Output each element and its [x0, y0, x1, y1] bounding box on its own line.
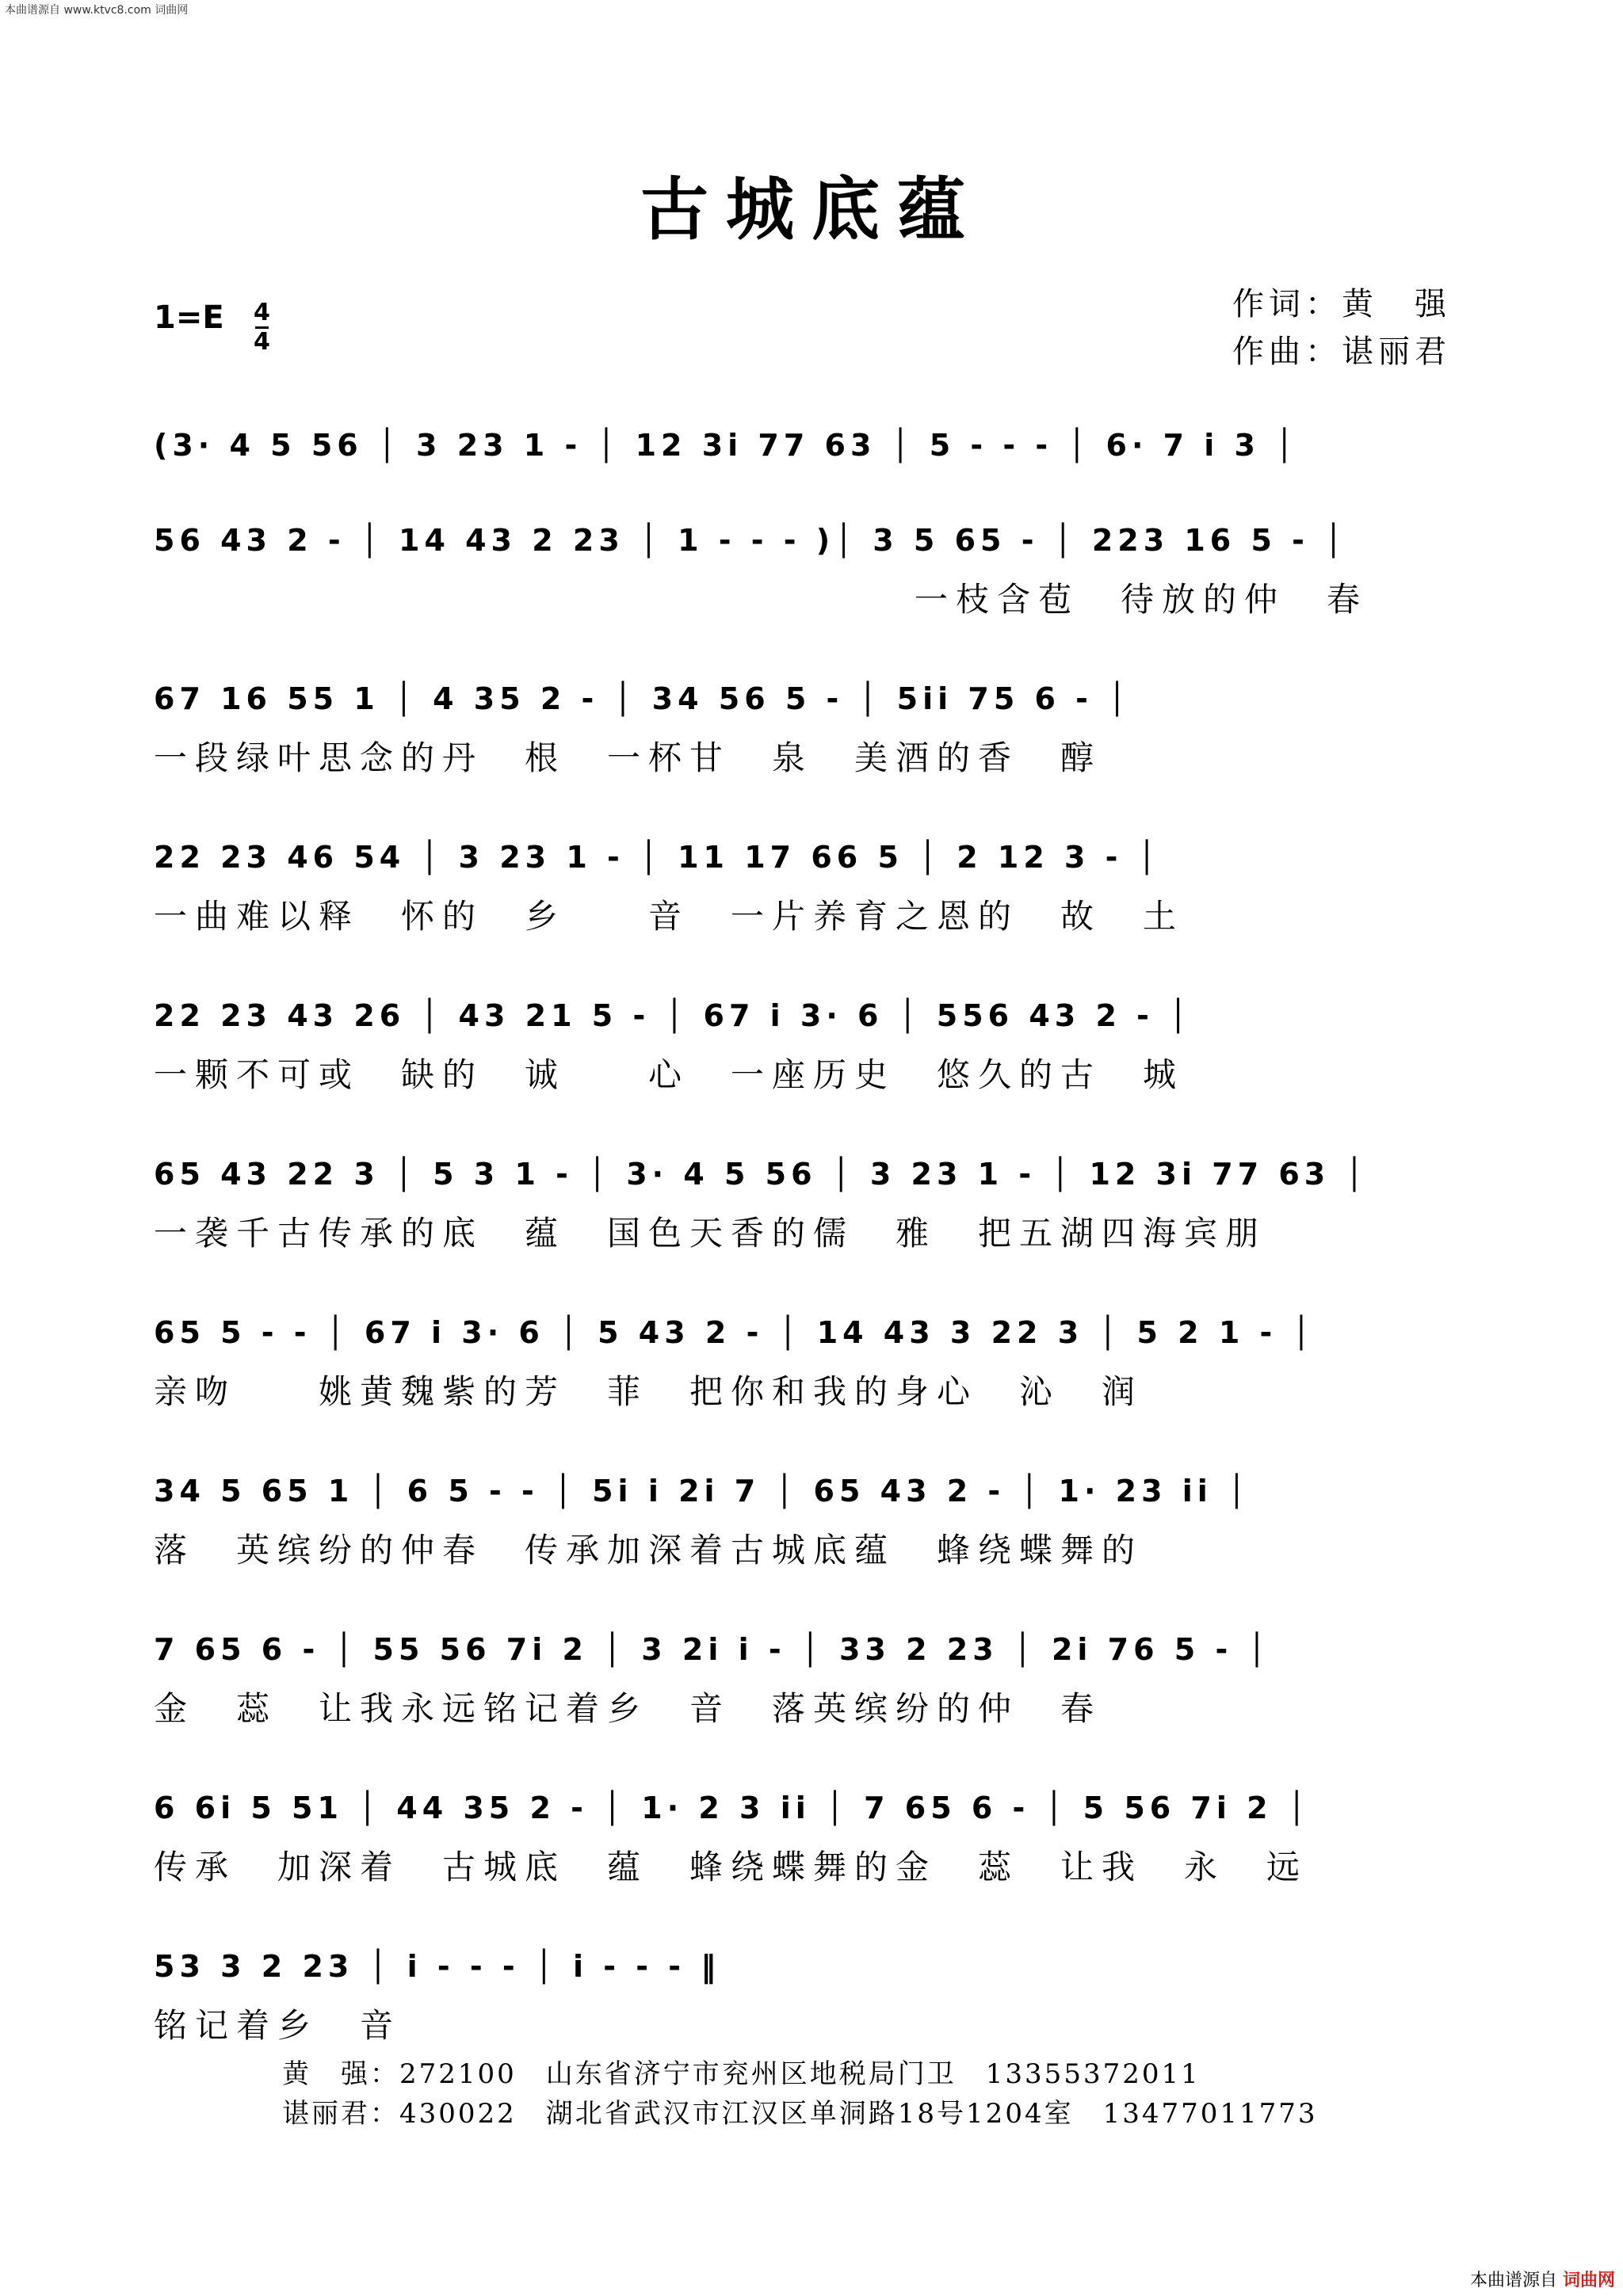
song-title: 古城底蕴: [640, 170, 983, 250]
notation-line: 56 43 2 - │ 14 43 2 23 │ 1 - - - )│ 3 5 65 - │ 223 16 5 - │: [154, 523, 1348, 558]
lyrics-line: 一段绿叶思念的丹 根 一杯甘 泉 美酒的香 醇: [154, 738, 1102, 777]
score-system-3: [154, 669, 1482, 782]
score-system-1: [154, 416, 1482, 481]
score-system-4: [154, 828, 1482, 940]
lyrics-line: 铭记着乡 音: [154, 2006, 402, 2045]
lyrics-line: 一曲难以释 怀的 乡 音 一片养育之恩的 故 土: [154, 897, 1185, 936]
notation-line: 7 65 6 - │ 55 56 7i 2 │ 3 2i i - │ 33 2 23 │ 2i 76 5 - │: [154, 1632, 1271, 1667]
time-signature: [254, 299, 270, 356]
lyrics-line: 一枝含苞 待放的仲 春: [915, 580, 1369, 619]
top-watermark: 本曲谱源自 www.ktvc8.com 词曲网: [5, 4, 189, 17]
lyrics-line: 一袭千古传承的底 蕴 国色天香的儒 雅 把五湖四海宾朋: [154, 1214, 1267, 1253]
bottom-watermark: [1470, 2267, 1615, 2291]
notation-line: 22 23 46 54 │ 3 23 1 - │ 11 17 66 5 │ 2 12 3 - │: [154, 840, 1161, 875]
notation-line: 65 5 - - │ 67 i 3· 6 │ 5 43 2 - │ 14 43 3 22 3 │ 5 2 1 - │: [154, 1315, 1316, 1350]
score-system-2: [154, 511, 1482, 624]
key-signature: 1=E: [154, 299, 224, 336]
watermark-prefix: 本曲谱源自: [1469, 2271, 1557, 2290]
lyrics-line: 一颗不可或 缺的 诚 心 一座历史 悠久的古 城: [154, 1055, 1185, 1094]
lyricist-credit: 作词：黄 强: [1232, 286, 1451, 322]
notation-line: 6 6i 5 51 │ 44 35 2 - │ 1· 2 3 ii │ 7 65 6 - │ 5 56 7i 2 │: [154, 1791, 1311, 1825]
notation-line: 22 23 43 26 │ 43 21 5 - │ 67 i 3· 6 │ 556 43 2 - │: [154, 998, 1193, 1033]
lyrics-line: 落 英缤纷的仲春 传承加深着古城底蕴 蜂绕蝶舞的: [154, 1531, 1144, 1569]
lyrics-line: 金 蕊 让我永远铭记着乡 音 落英缤纷的仲 春: [154, 1689, 1102, 1728]
time-signature-top: 4: [254, 299, 270, 326]
contact-composer: 谌丽君：430022 湖北省武汉市江汉区单洞路18号1204室 13477011773: [282, 2098, 1318, 2130]
score-system-7: [154, 1303, 1482, 1416]
score-system-6: [154, 1145, 1482, 1257]
notation-line: (3· 4 5 56 │ 3 23 1 - │ 12 3i 77 63 │ 5 - - - │ 6· 7 i 3 │: [154, 428, 1299, 463]
score-system-10: [154, 1779, 1482, 1891]
notation-line: 34 5 65 1 │ 6 5 - - │ 5i i 2i 7 │ 65 43 2 - │ 1· 23 ii │: [154, 1474, 1251, 1508]
contact-lyricist: 黄 强：272100 山东省济宁市兖州区地税局门卫 13355372011: [282, 2058, 1201, 2090]
score-system-5: [154, 986, 1482, 1099]
notation-line: 53 3 2 23 │ i - - - │ i - - - ‖: [154, 1949, 721, 1984]
score-system-9: [154, 1620, 1482, 1733]
notation-line: 67 16 55 1 │ 4 35 2 - │ 34 56 5 - │ 5ii 75 6 - │: [154, 681, 1132, 716]
lyrics-line: 传承 加深着 古城底 蕴 蜂绕蝶舞的金 蕊 让我 永 远: [154, 1848, 1308, 1886]
score-system-8: [154, 1462, 1482, 1574]
time-signature-bottom: 4: [254, 328, 270, 356]
notation-line: 65 43 22 3 │ 5 3 1 - │ 3· 4 5 56 │ 3 23 1 - │ 12 3i 77 63 │: [154, 1157, 1369, 1192]
composer-credit: 作曲：谌丽君: [1232, 334, 1451, 370]
score-system-11: [154, 1937, 1482, 2050]
lyrics-line: 亲吻 姚黄魏紫的芳 菲 把你和我的身心 沁 润: [154, 1372, 1144, 1411]
watermark-brand: 词曲网: [1562, 2271, 1615, 2290]
